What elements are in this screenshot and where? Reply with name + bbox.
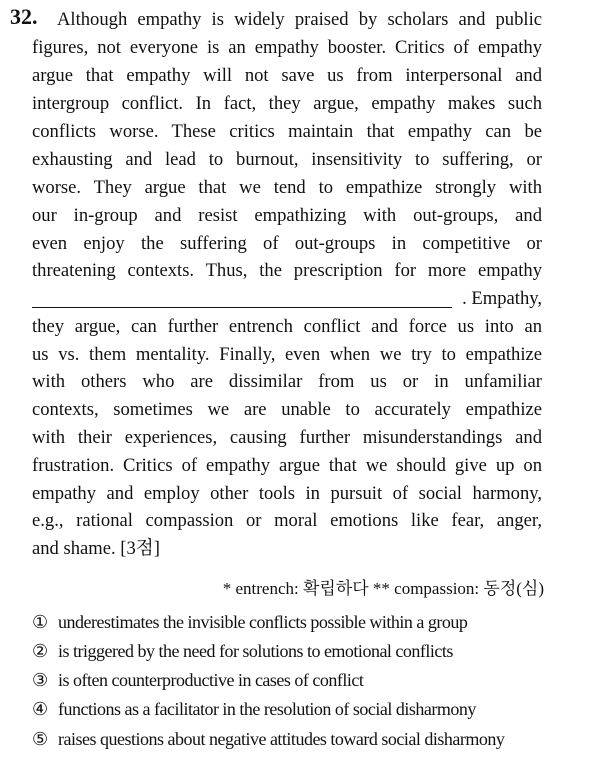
passage-line: worse. They argue that we tend to empathize strongly with — [32, 177, 542, 198]
passage-line: empathy and employ other tools in pursuit of social harmony, — [32, 483, 542, 504]
footnote: * entrench: 확립하다 ** compassion: 동정(심) — [222, 579, 544, 598]
passage-line: even enjoy the suffering of out-groups in competitive or — [32, 233, 542, 254]
passage-line: with others who are dissimilar from us or in unfamiliar — [32, 371, 542, 392]
option-number: ③ — [32, 670, 48, 690]
option-number: ④ — [32, 699, 48, 719]
option-5[interactable] — [32, 729, 504, 750]
option-number: ① — [32, 612, 48, 632]
passage-line: with their experiences, causing further misunderstandings and — [32, 427, 542, 448]
passage-line: frustration. Critics of empathy argue that we should give up on — [32, 455, 542, 476]
question-number: 32. — [10, 4, 38, 29]
option-3[interactable] — [32, 670, 363, 691]
option-text: functions as a facilitator in the resolution of social disharmony — [58, 699, 476, 719]
option-number: ② — [32, 641, 48, 661]
option-number: ⑤ — [32, 729, 48, 749]
passage-line: intergroup conflict. In fact, they argue, empathy makes such — [32, 93, 542, 114]
option-4[interactable] — [32, 699, 476, 720]
passage-line: contexts, sometimes we are unable to accurately empathize — [32, 399, 542, 420]
passage-line: Although empathy is widely praised by scholars and public — [57, 9, 542, 30]
passage-line: threatening contexts. Thus, the prescription for more empathy — [32, 260, 542, 281]
passage-line: argue that empathy will not save us from interpersonal and — [32, 65, 542, 86]
option-2[interactable] — [32, 641, 453, 662]
option-1[interactable] — [32, 612, 467, 633]
passage-line: us vs. them mentality. Finally, even when we try to empathize — [32, 344, 542, 365]
answer-blank — [32, 307, 452, 308]
blank-tail-text: . Empathy, — [462, 288, 542, 309]
answer-blank-row — [32, 288, 542, 310]
passage-line: e.g., rational compassion or moral emotions like fear, anger, — [32, 510, 542, 531]
passage-line: conflicts worse. These critics maintain that empathy can be — [32, 121, 542, 142]
option-text: underestimates the invisible conflicts possible within a group — [58, 612, 468, 632]
passage-line: figures, not everyone is an empathy booster. Critics of empathy — [32, 37, 542, 58]
passage-line: our in-group and resist empathizing with out-groups, and — [32, 205, 542, 226]
passage-line: and shame. [3점] — [32, 538, 160, 559]
option-text: raises questions about negative attitudes toward social disharmony — [58, 729, 505, 749]
passage-line: exhausting and lead to burnout, insensitivity to suffering, or — [32, 149, 542, 170]
option-text: is triggered by the need for solutions to emotional conflicts — [58, 641, 453, 661]
passage-line: they argue, can further entrench conflict and force us into an — [32, 316, 542, 337]
option-text: is often counterproductive in cases of conflict — [58, 670, 364, 690]
